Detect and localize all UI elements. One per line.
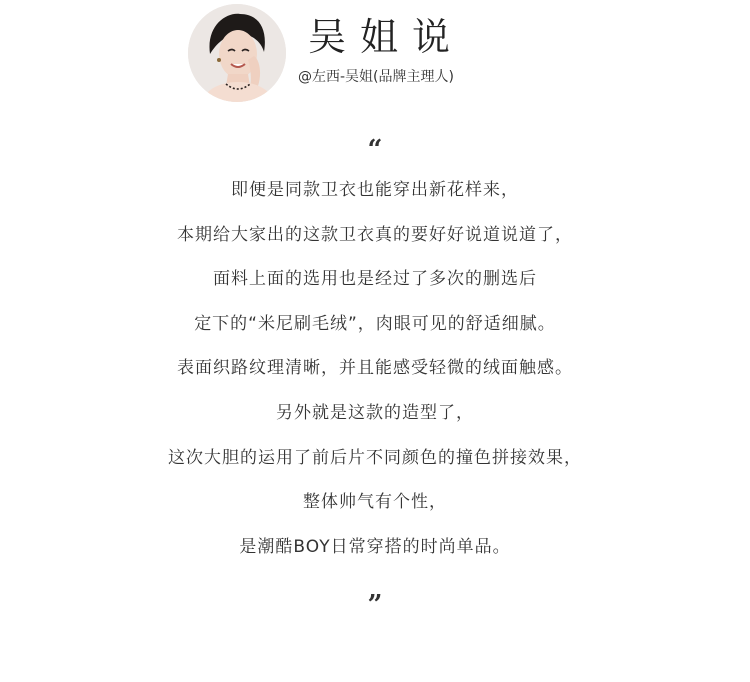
open-quote-mark: “ (367, 135, 383, 165)
quote-line: 即便是同款卫衣也能穿出新花样来， (231, 180, 519, 200)
quote-line: 整体帅气有个性， (303, 492, 447, 513)
quote-line: 表面织路纹理清晰，并且能感受轻微的绒面触感。 (177, 358, 573, 379)
close-quote-mark: ” (367, 590, 383, 620)
quote-body (0, 168, 750, 569)
author-name: 吴姐说 (308, 15, 465, 59)
quote-line: 这次大胆的运用了前后片不同颜色的撞色拼接效果， (168, 447, 582, 468)
quote-line: 是潮酷BOY日常穿搭的时尚单品。 (239, 536, 511, 557)
avatar-portrait-image (188, 4, 286, 102)
quote-line: 本期给大家出的这款卫衣真的要好好说道说道了， (177, 224, 573, 245)
quote-line: 面料上面的选用也是经过了多次的删选后 (213, 269, 537, 290)
author-avatar (188, 4, 286, 102)
quote-line: 定下的“米尼刷毛绒”，肉眼可见的舒适细腻。 (194, 313, 556, 334)
author-header (188, 4, 588, 104)
quote-line: 另外就是这款的造型了， (276, 402, 474, 423)
author-handle: @左西-吴姐(品牌主理人) (298, 69, 454, 85)
